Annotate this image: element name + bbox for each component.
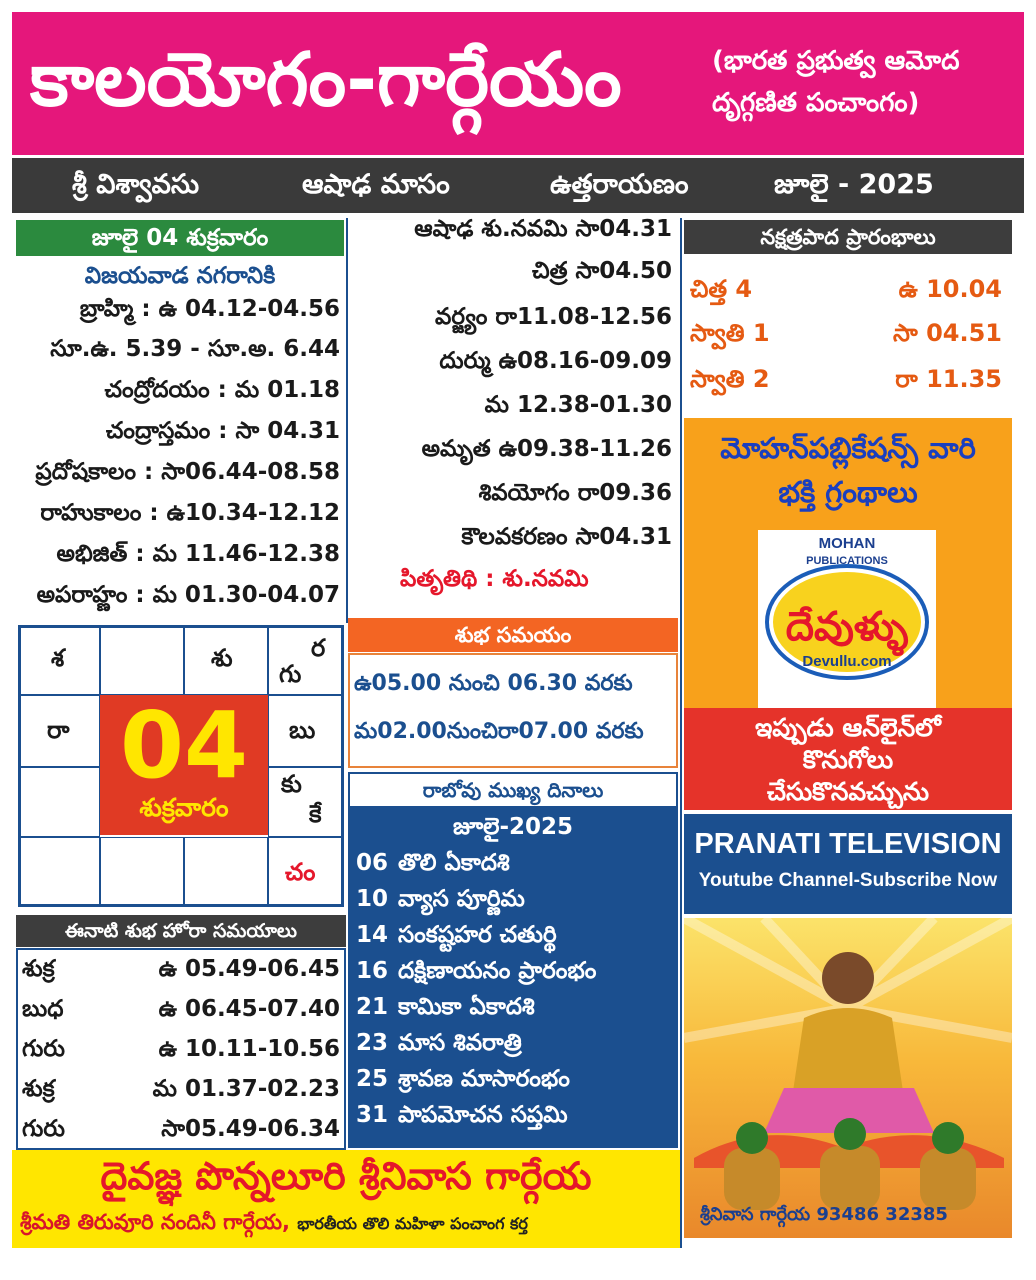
festival-row: 23 మాస శివరాత్రి	[356, 1030, 522, 1056]
page-title: కాలయోగం-గార్గేయం	[30, 37, 622, 123]
festival-row: 31 పాపమోచన సప్తమి	[356, 1102, 568, 1128]
timing-row: బ్రాహ్మి : ఉ 04.12-04.56	[79, 296, 340, 322]
online-purchase-note: ఇప్పుడు ఆన్‌లైన్‌లో కొనుగోలు చేసుకొనవచ్చును	[684, 708, 1012, 810]
rasi-cell: కు కే	[268, 767, 342, 837]
column-divider	[680, 218, 682, 1248]
festivals-list	[348, 808, 678, 1148]
mohan-title: మోహన్‌పబ్లికేషన్స్ వారి భక్తి గ్రంథాలు	[720, 431, 976, 509]
rasi-cell: శ	[20, 627, 100, 695]
panchang-row: ఆషాఢ శు.నవమి సా04.31	[414, 216, 672, 242]
svg-text:దేవుళ్ళు: దేవుళ్ళు	[785, 604, 909, 650]
year-name: శ్రీ విశ్వావసు	[72, 169, 200, 200]
hora-row: శుక్ర మ 01.37-02.23	[22, 1076, 340, 1102]
panchang-row: మ 12.38-01.30	[484, 392, 672, 418]
masam: ఆషాఢ మాసం	[302, 169, 450, 200]
date-day: శుక్రవారం	[139, 793, 229, 822]
photo-caption: శ్రీనివాస గార్గేయ 93486 32385	[700, 1204, 948, 1225]
panchang-list	[350, 216, 676, 616]
timing-row: ప్రదోషకాలం : సా06.44-08.58	[35, 459, 340, 485]
timing-row: సూ.ఉ. 5.39 - సూ.అ. 6.44	[50, 336, 340, 362]
svg-text:PUBLICATIONS: PUBLICATIONS	[806, 555, 888, 567]
co-author-name: శ్రీమతి తిరువూరి నందినీ గార్గేయ,	[20, 1210, 290, 1234]
panchang-row: చిత్ర సా04.50	[532, 258, 672, 284]
mohan-publications-ad	[684, 418, 1012, 810]
festivals-month: జూలై-2025	[452, 814, 574, 840]
date-center-box	[100, 692, 268, 835]
panchang-row: దుర్ము ఉ08.16-09.09	[439, 348, 672, 374]
svg-text:Devullu.com: Devullu.com	[802, 653, 892, 670]
pranati-tv-banner[interactable]	[684, 814, 1012, 914]
date-number: 04	[119, 692, 249, 799]
panchang-row: వర్జ్యం రా11.08-12.56	[434, 304, 672, 330]
hora-list	[16, 948, 346, 1150]
hora-row: శుక్ర ఉ 05.49-06.45	[22, 956, 340, 982]
shubha-row: మ02.00నుంచిరా07.00 వరకు	[354, 719, 644, 744]
pranati-subscribe: Youtube Channel-Subscribe Now	[698, 870, 998, 891]
timing-row: అపరాహ్ణం : మ 01.30-04.07	[36, 582, 340, 608]
rasi-cell	[20, 837, 100, 905]
hora-row: గురు సా05.49-06.34	[22, 1116, 340, 1142]
footer-banner	[12, 1150, 680, 1248]
panchang-row: శివయోగం రా09.36	[478, 480, 672, 506]
festival-row: 21 కామికా ఏకాదశి	[356, 994, 535, 1020]
shubha-heading: శుభ సమయం	[348, 618, 678, 652]
rasi-cell: శు	[184, 627, 268, 695]
city-label: విజయవాడ నగరానికి	[84, 263, 276, 289]
rasi-cell	[100, 837, 184, 905]
pranati-title: PRANATI TELEVISION	[694, 828, 1002, 860]
festival-row: 14 సంకష్టహర చతుర్థి	[356, 922, 557, 948]
timing-row: రాహుకాలం : ఉ10.34-12.12	[40, 500, 340, 526]
header-subtitle	[712, 40, 1012, 124]
month-year: జూలై - 2025	[774, 169, 934, 200]
rasi-cell: బు	[268, 695, 342, 767]
timing-row: చంద్రాస్తమం : సా 04.31	[105, 418, 340, 444]
subtitle-line-2: దృగ్గణిత పంచాంగం)	[712, 88, 920, 118]
subtitle-line-1: (భారత ప్రభుత్వ ఆమోద	[712, 46, 960, 76]
rasi-cell: రా	[20, 695, 100, 767]
panchang-row: కౌలవకరణం సా04.31	[461, 524, 672, 550]
festival-row: 16 దక్షిణాయనం ప్రారంభం	[356, 958, 597, 984]
panchang-row: అమృత ఉ09.38-11.26	[421, 436, 672, 462]
hora-row: గురు ఉ 10.11-10.56	[22, 1036, 340, 1062]
hora-row: బుధ ఉ 06.45-07.40	[22, 996, 340, 1022]
ayanam: ఉత్తరాయణం	[550, 169, 689, 200]
date-heading: జూలై 04 శుక్రవారం	[16, 220, 344, 256]
timing-row: చంద్రోదయం : మ 01.18	[104, 377, 340, 403]
co-author-note: భారతీయ తొలి మహిళా పంచాంగ కర్త	[297, 1214, 528, 1233]
timings-list	[12, 296, 340, 620]
footer-subline	[20, 1210, 528, 1240]
svg-text:MOHAN: MOHAN	[818, 535, 876, 552]
author-name: దైవజ్ఞ పొన్నలూరి శ్రీనివాస గార్గేయ	[100, 1154, 592, 1198]
timing-row: అభిజిత్ : మ 11.46-12.38	[56, 541, 340, 567]
rasi-cell	[20, 767, 100, 837]
rasi-cell	[100, 627, 184, 695]
devullu-logo-graphic	[758, 530, 936, 708]
shubha-box	[348, 653, 678, 768]
nakshatra-heading: నక్షత్రపాద ప్రారంభాలు	[684, 220, 1012, 254]
rasi-cell: ర గు	[268, 627, 342, 695]
festival-row: 25 శ్రావణ మాసారంభం	[356, 1066, 570, 1092]
hora-heading: ఈనాటి శుభ హోరా సమయాలు	[16, 915, 346, 947]
pitru-tithi: పితృతిథి : శు.నవమి	[400, 566, 589, 592]
devullu-logo	[758, 530, 936, 708]
priest-illustration	[684, 918, 1012, 1238]
rasi-chart	[18, 625, 344, 907]
priest-photo	[684, 918, 1012, 1238]
shubha-row: ఉ05.00 నుంచి 06.30 వరకు	[354, 671, 633, 696]
festivals-heading: రాబోవు ముఖ్య దినాలు	[348, 772, 678, 808]
rasi-cell	[184, 837, 268, 905]
column-divider	[346, 218, 348, 623]
festival-row: 06 తొలి ఏకాదశి	[356, 850, 510, 876]
festival-row: 10 వ్యాస పూర్ణిమ	[356, 886, 525, 912]
info-bar	[12, 158, 1024, 213]
nakshatra-list: చిత్త 4 ఉ 10.04 స్వాతి 1 సా 04.51 స్వాతి 2 రా 11.35	[684, 255, 1012, 415]
rasi-cell: చం	[268, 837, 342, 905]
